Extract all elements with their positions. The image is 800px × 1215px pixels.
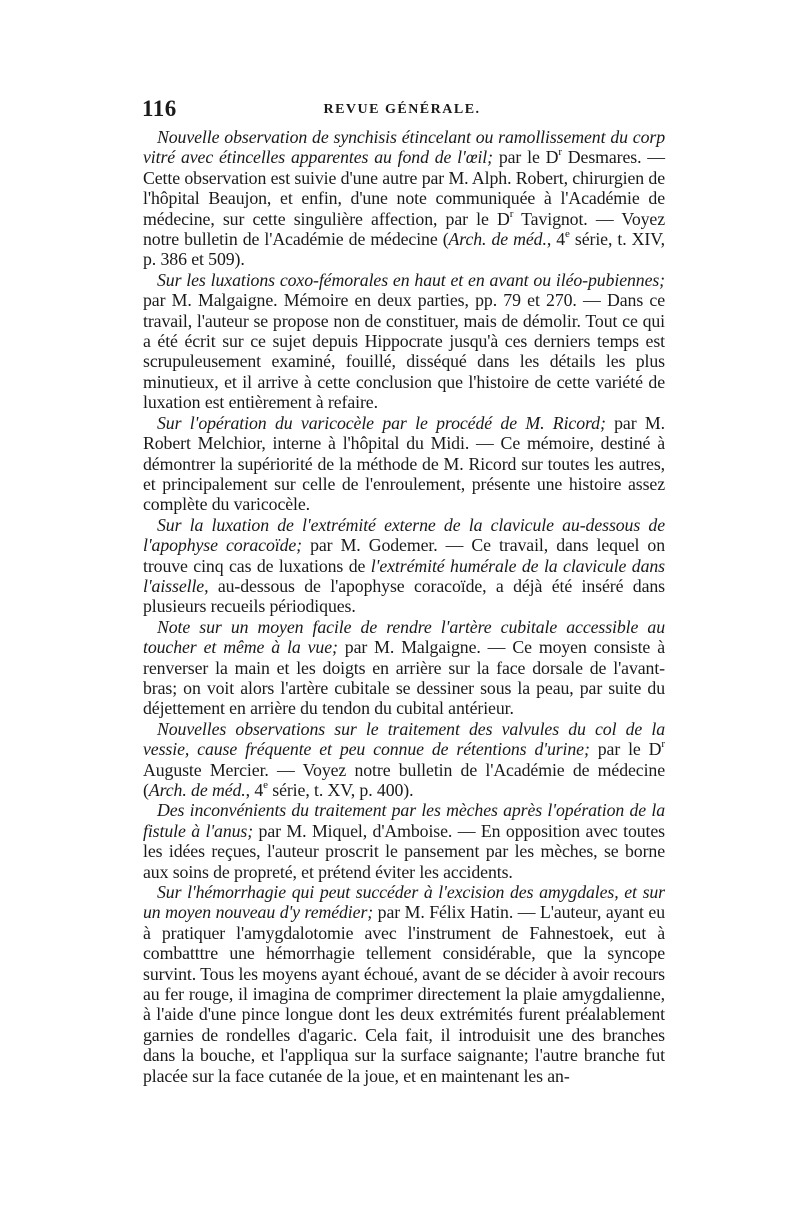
entry-text: par M. Félix Hatin. — L'auteur, ayant eu à pratiquer l'amygdalotomie avec l'instrument de Fahnestoek, eut à combatttre une hémorrhagie tellement considérable, que la syncope survint. Tous les moyens ayant échoué, avant de se décider à avoir recours au fer rouge, il imagina de comprimer directement la plaie amygdalienne, à l'aide d'une pince longue dont les deux extrémités furent préalablement garnies de rondelles d'agaric. Cela fait, il introduisit une des branches dans la bouche, et l'appliqua sur la surface saignante; l'autre branche fut placée sur la face cutanée de la joue, et en maintenant les an- <box>143 902 665 1086</box>
entry-title: Des inconvénients du traitement par les mèches après l'opération de la fistule à l'anus; <box>143 800 665 841</box>
entry-title: Nouvelle observation de synchisis étincelant ou ramollissement du corp vitré avec étincelles apparentes au fond de l'œil; <box>143 127 665 168</box>
entry-hemorrhagie-amygdales <box>143 882 665 1086</box>
entry-text: Tavignot. — Voyez notre bulletin de l'Académie de médecine ( <box>143 208 665 250</box>
entry-title: Note sur un moyen facile de rendre l'artère cubitale accessible au toucher et même à la vue; <box>143 616 665 658</box>
running-title: REVUE GÉNÉRALE. <box>323 102 481 117</box>
entry-text: par M. Miquel, d'Amboise. — En opposition avec toutes les idées reçues, l'auteur proscrit le pansement par les mèches, se borne aux soins de propreté, et prétend éviter les accidents. <box>143 820 665 882</box>
entry-text: par le D <box>589 739 662 760</box>
superscript: r <box>558 146 562 159</box>
entry-text: Desmares. — Cette observation est suivie d'une autre par M. Alph. Robert, chirurgien de l'hôpital Beaujon, et enfin, d'une note communiquée à l'Académie de médecine, sur cette singulière affection, par le D <box>143 147 665 229</box>
entry-varicocele <box>143 413 665 515</box>
entry-artere-cubitale <box>143 617 665 719</box>
page-number: 116 <box>142 96 177 121</box>
entry-text: Auguste Mercier. — Voyez notre bulletin de l'Académie de médecine ( <box>143 759 665 800</box>
entry-text: série, t. XIV, p. 386 et 509). <box>143 229 666 270</box>
entry-luxation-clavicule <box>143 515 665 617</box>
entry-title: Sur la luxation de l'extrémité externe de la clavicule au-dessous de l'apophyse coracoïde; <box>143 514 665 556</box>
entry-valvules-vessie <box>143 719 665 801</box>
journal-reference: Arch. de méd. <box>148 780 246 800</box>
page-header <box>142 96 662 126</box>
entry-title: Sur l'opération du varicocèle par le procédé de M. Ricord; <box>157 412 606 433</box>
superscript: e <box>263 779 268 792</box>
entry-title: Sur l'hémorrhagie qui peut succéder à l'excision des amygdales, et sur un moyen nouveau d'y remédier; <box>143 882 665 923</box>
superscript: r <box>509 207 514 220</box>
entry-emphasis: l'extrémité humérale de la clavicule dans l'aisselle, <box>143 555 665 596</box>
entry-title: Sur les luxations coxo-fémorales en haut et en avant ou iléo-pubiennes; <box>157 269 665 290</box>
entry-text: par M. Malgaigne. Mémoire en deux parties, pp. 79 et 270. — Dans ce travail, l'auteur se propose non de constituer, mais de démolir. Tout ce qui a été écrit sur ce sujet depuis Hippocrate jusqu'à ces derniers temps est scrupuleusement examiné, fouillé, disséqué dans les détails les plus minutieux, et il arrive à cette conclusion que l'histoire de cette variété de luxation est entièrement à refaire. <box>143 290 665 413</box>
entry-text: au-dessous de l'apophyse coracoïde, a déjà été inséré dans plusieurs recueils périodiques. <box>143 575 665 617</box>
entry-text: par M. Godemer. — Ce travail, dans lequel on trouve cinq cas de luxations de <box>143 535 665 576</box>
entry-luxations-coxo-femorales <box>143 270 665 413</box>
superscript: r <box>661 738 665 751</box>
entry-fistule-anus <box>143 800 665 882</box>
entry-text: par M. Malgaigne. — Ce moyen consiste à renverser la main et les doigts en arrière sur la face dorsale de l'avant-bras; on voit alors l'artère cubitale se dessiner sous la peau, par suite du déjettement en arrière du tendon du cubital antérieur. <box>143 637 665 719</box>
entry-title: Nouvelles observations sur le traitement des valvules du col de la vessie, cause fréquente et peu connue de rétentions d'urine; <box>143 718 665 760</box>
entry-synchisis <box>143 127 665 270</box>
page-body <box>143 127 665 1086</box>
entry-text: , 4 <box>245 780 264 800</box>
journal-reference: Arch. de méd. <box>448 229 547 250</box>
entry-text: par le D <box>492 147 559 168</box>
superscript: e <box>565 228 570 241</box>
entry-text: série, t. XV, p. 400). <box>267 780 414 800</box>
entry-text: , 4 <box>546 229 566 250</box>
entry-text: par M. Robert Melchior, interne à l'hôpital du Midi. — Ce mémoire, destiné à démontrer la supériorité de la méthode de M. Ricord sur toutes les autres, et principalement sur celle de l'enroulement, présente une histoire assez complète du varicocèle. <box>143 412 665 515</box>
